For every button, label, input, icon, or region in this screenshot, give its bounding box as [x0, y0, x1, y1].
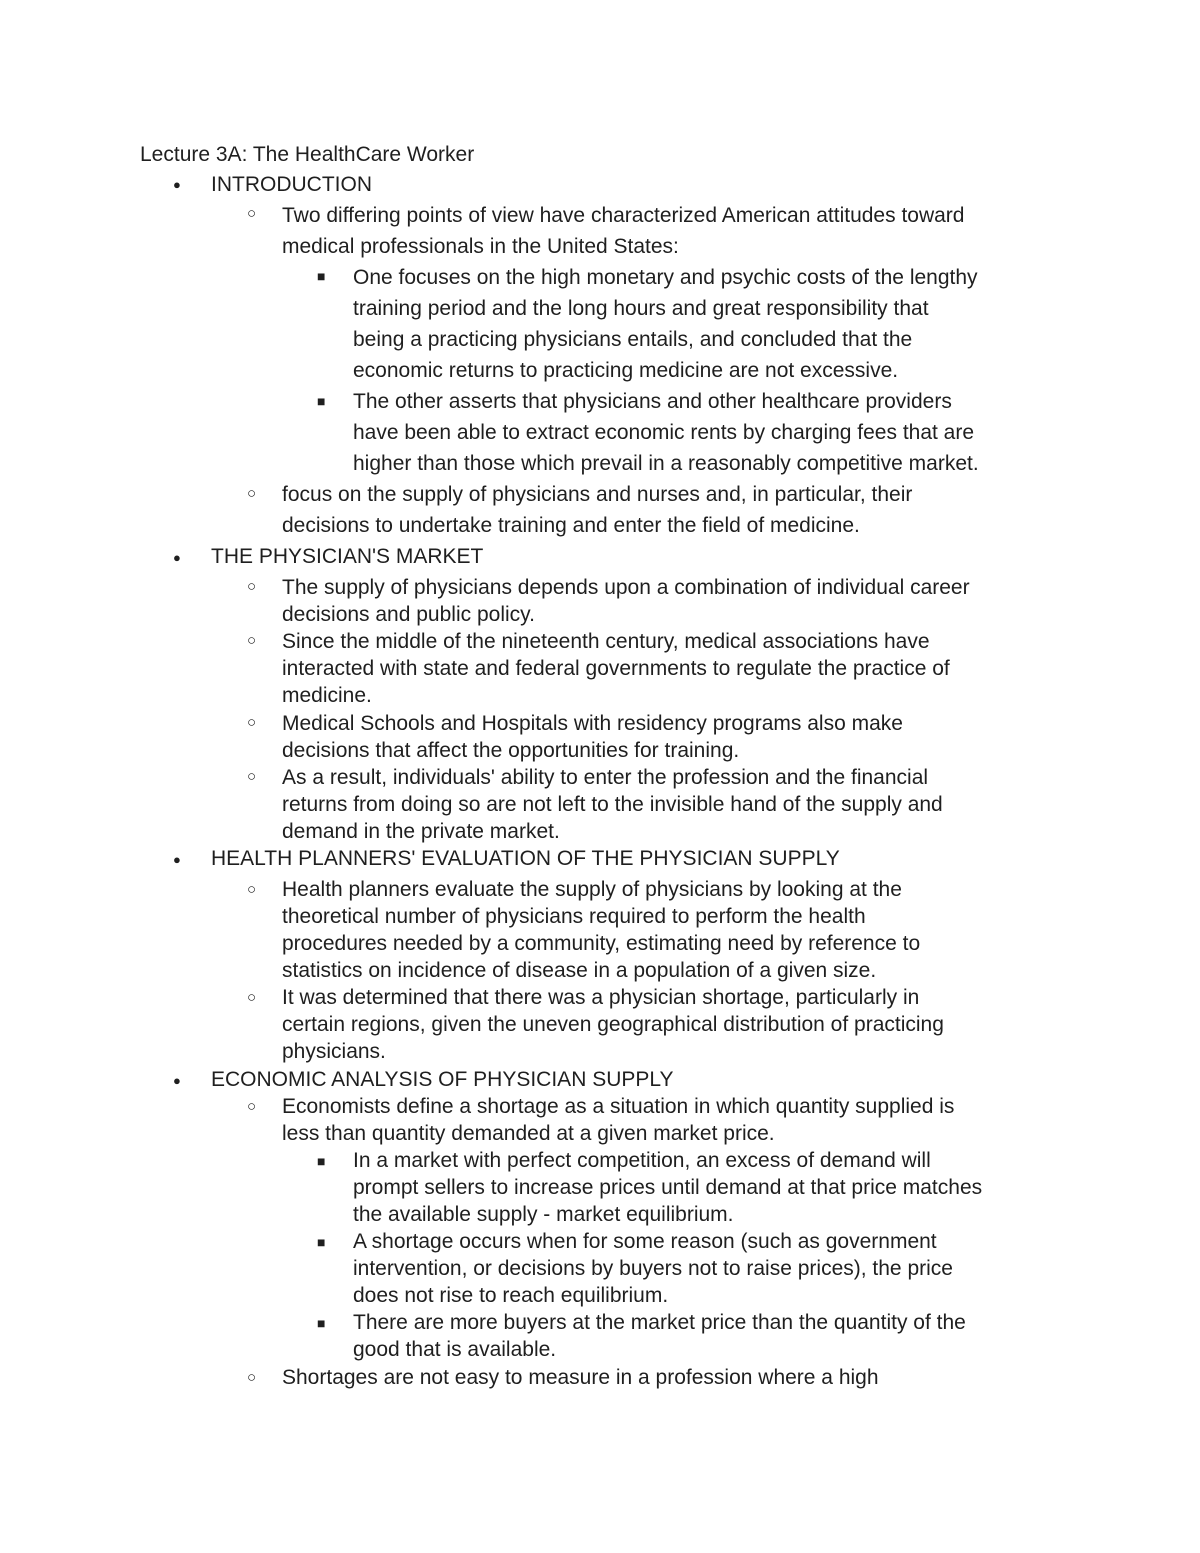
- section-heading: INTRODUCTION: [211, 173, 372, 196]
- sub-list-item-text: In a market with perfect competition, an excess of demand will prompt sellers to increase prices until demand at that price matches the available supply - market equilibrium.: [353, 1149, 983, 1226]
- bullet-square-icon: ■: [317, 1153, 326, 1169]
- sub-list-item-text: The other asserts that physicians and other healthcare providers have been able to extract economic rents by charging fees that are higher than those which prevail in a reasonably competitive market.: [353, 390, 979, 475]
- sub-list-item-text: There are more buyers at the market price than the quantity of the good that is available.: [353, 1311, 966, 1361]
- bullet-disc-icon: ●: [173, 1073, 181, 1088]
- list-item-text: The supply of physicians depends upon a combination of individual career decisions and public policy.: [282, 576, 970, 626]
- list-item-text: Since the middle of the nineteenth century, medical associations have interacted with state and federal governments to regulate the practice of medicine.: [282, 630, 950, 707]
- bullet-disc-icon: ●: [173, 550, 181, 565]
- bullet-circle-icon: ○: [247, 1098, 257, 1115]
- bullet-circle-icon: ○: [247, 1369, 257, 1386]
- list-item-text: Health planners evaluate the supply of physicians by looking at the theoretical number of physicians required to perform the health procedures needed by a community, estimating need by reference to statistics on incidence of disease in a population of a given size.: [282, 878, 921, 982]
- bullet-circle-icon: ○: [247, 578, 257, 595]
- bullet-circle-icon: ○: [247, 714, 257, 731]
- bullet-disc-icon: ●: [173, 852, 181, 867]
- section-heading: HEALTH PLANNERS' EVALUATION OF THE PHYSICIAN SUPPLY: [211, 847, 840, 870]
- list-item-text: As a result, individuals' ability to enter the profession and the financial returns from doing so are not left to the invisible hand of the supply and demand in the private market.: [282, 766, 943, 843]
- section-heading: THE PHYSICIAN'S MARKET: [211, 545, 484, 568]
- list-item-text: Two differing points of view have characterized American attitudes toward medical professionals in the United States:: [282, 204, 965, 258]
- bullet-circle-icon: ○: [247, 768, 257, 785]
- bullet-square-icon: ■: [317, 268, 326, 284]
- list-item-text: Economists define a shortage as a situation in which quantity supplied is less than quantity demanded at a given market price.: [282, 1095, 955, 1145]
- page-title: Lecture 3A: The HealthCare Worker: [140, 143, 475, 166]
- bullet-circle-icon: ○: [247, 485, 257, 502]
- sub-list-item-text: One focuses on the high monetary and psychic costs of the lengthy training period and the long hours and great responsibility that being a practicing physicians entails, and concluded that the economic returns to practicing medicine are not excessive.: [353, 266, 978, 382]
- bullet-disc-icon: ●: [173, 177, 181, 192]
- bullet-circle-icon: ○: [247, 632, 257, 649]
- bullet-circle-icon: ○: [247, 205, 257, 222]
- bullet-circle-icon: ○: [247, 881, 257, 898]
- sub-list-item-text: A shortage occurs when for some reason (such as government intervention, or decisions by buyers not to raise prices), the price does not rise to reach equilibrium.: [353, 1230, 953, 1307]
- bullet-circle-icon: ○: [247, 989, 257, 1006]
- bullet-square-icon: ■: [317, 393, 326, 409]
- list-item-text: Shortages are not easy to measure in a profession where a high: [282, 1366, 879, 1389]
- list-item-text: It was determined that there was a physician shortage, particularly in certain regions, given the uneven geographical distribution of practicing physicians.: [282, 986, 944, 1063]
- bullet-square-icon: ■: [317, 1234, 326, 1250]
- section-heading: ECONOMIC ANALYSIS OF PHYSICIAN SUPPLY: [211, 1068, 674, 1091]
- list-item-text: focus on the supply of physicians and nurses and, in particular, their decisions to undertake training and enter the field of medicine.: [282, 483, 913, 537]
- bullet-square-icon: ■: [317, 1315, 326, 1331]
- list-item-text: Medical Schools and Hospitals with residency programs also make decisions that affect the opportunities for training.: [282, 712, 903, 762]
